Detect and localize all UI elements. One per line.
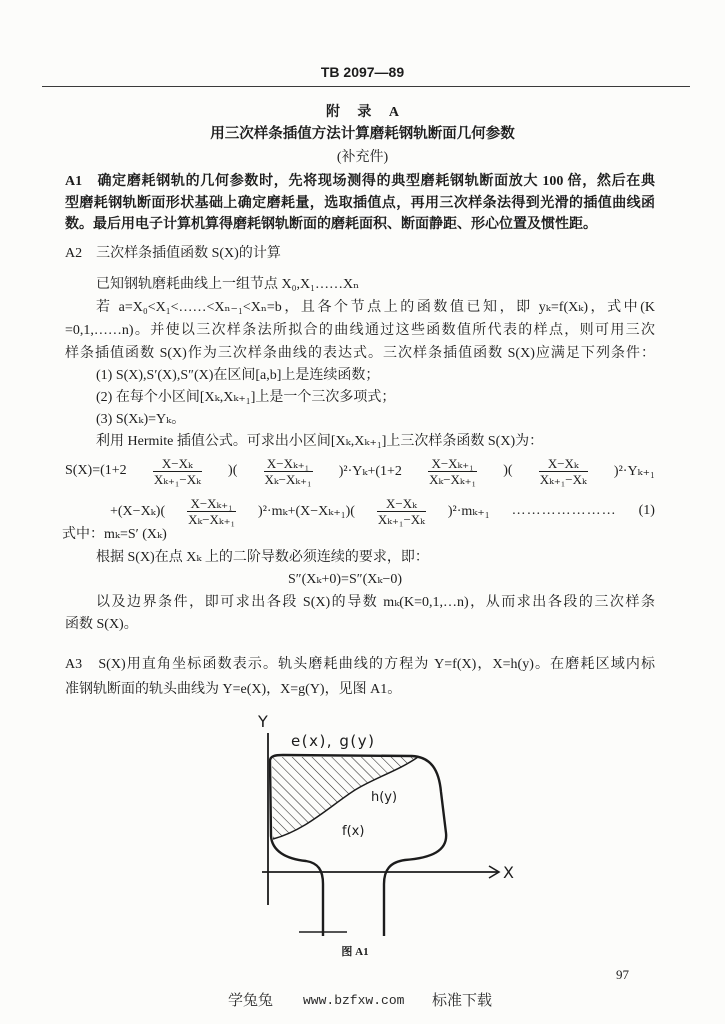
formula-text: )²·Yₖ₊₁ (613, 463, 655, 479)
paragraph-line: 根据 S(X)在点 Xₖ 上的二阶导数必须连续的要求，即： (96, 550, 429, 565)
condition-item: (2) 在每个小区间[Xₖ,Xₖ₊₁]上是一个三次多项式； (96, 390, 396, 405)
fraction (264, 456, 313, 487)
formula-line-2 (110, 494, 655, 528)
fraction (539, 456, 588, 487)
paragraph-line: 型磨耗钢轨断面形状基础上确定磨耗量，选取插值点，再用三次样条法得到光滑的插值曲线函 (65, 196, 655, 211)
paragraph-line: 若 a=X₀<X₁<……<Xₙ₋₁<Xₙ=b，且各个节点上的函数值已知，即 yₖ=f(Xₖ)，式中(K (96, 300, 655, 315)
paragraph-line: 已知钢轨磨耗曲线上一组节点 X₀,X₁……Xₙ (96, 277, 360, 292)
fraction (377, 496, 426, 527)
condition-item: (3) S(Xₖ)=Yₖ。 (96, 412, 186, 427)
dot-leader: ………………… (511, 503, 617, 518)
formula-text: )( (503, 463, 513, 478)
appendix-label: 附 录 A (325, 105, 407, 120)
continuity-equation: S″(Xₖ+0)=S″(Xₖ−0) (288, 572, 403, 587)
fraction-denominator: Xₖ−Xₖ₊₁ (429, 471, 477, 487)
curve-label-h: h(y) (371, 790, 398, 805)
fraction-numerator: X−Xₖ (385, 495, 417, 511)
formula-text: )( (228, 463, 238, 478)
fraction-denominator: Xₖ−Xₖ₊₁ (264, 471, 312, 487)
curve-label-f: f(x) (342, 824, 365, 839)
paragraph-line: A1 确定磨耗钢轨的几何参数时，先将现场测得的典型磨耗钢轨断面放大 100 倍，然后在典 (65, 174, 655, 189)
paragraph-line: =0,1,……n)。并使以三次样条法所拟合的曲线通过这些函数值所代表的样点，则可用三次 (65, 323, 655, 338)
fraction-numerator: X−Xₖ₊₁ (266, 455, 310, 471)
figure-caption: 图 A1 (341, 946, 369, 958)
standard-code: TB 2097—89 (320, 64, 405, 80)
paragraph-line: 数。最后用电子计算机算得磨耗钢轨断面的磨耗面积、断面静距、形心位置及惯性距。 (65, 217, 597, 232)
page-number: 97 (616, 967, 629, 982)
fraction (153, 456, 202, 487)
appendix-title: 用三次样条插值方法计算磨耗钢轨断面几何参数 (210, 126, 515, 142)
paragraph-line: 以及边界条件，即可求出各段 S(X)的导数 mₖ(K=0,1,…n)，从而求出各段的三次样条 (96, 595, 655, 610)
fraction-denominator: Xₖ₊₁−Xₖ (377, 511, 425, 527)
fraction-denominator: Xₖ₊₁−Xₖ (153, 471, 201, 487)
formula-text: )²·mₖ₊₁ (447, 503, 490, 519)
fraction-denominator: Xₖ₊₁−Xₖ (539, 471, 587, 487)
figure-a1 (240, 705, 530, 940)
paragraph-line: 函数 S(X)。 (65, 617, 138, 632)
fraction-numerator: X−Xₖ₊₁ (190, 495, 233, 511)
formula-text: )²·Yₖ+(1+2 (338, 463, 402, 479)
paragraph-line: A3 S(X)用直角坐标函数表示。轨头磨耗曲线的方程为 Y=f(X)，X=h(y)。在磨耗区域内标 (65, 657, 655, 672)
paragraph-line: 准钢轨断面的轨头曲线为 Y=e(X)，X=g(Y)，见图 A1。 (65, 682, 402, 697)
condition-item: (1) S(X),S′(X),S″(X)在区间[a,b]上是连续函数； (96, 368, 380, 383)
formula-text: S(X)=(1+2 (65, 463, 127, 478)
header-rule (42, 86, 690, 87)
paragraph-line: 利用 Hermite 插值公式。可求出小区间[Xₖ,Xₖ₊₁]上三次样条函数 S(X)为： (96, 434, 544, 449)
formula-where: 式中：mₖ=S′ (Xₖ) (62, 527, 167, 542)
fraction-numerator: X−Xₖ (161, 455, 193, 471)
fraction-numerator: X−Xₖ (547, 455, 579, 471)
x-axis-label: X (503, 863, 514, 882)
formula-text: +(X−Xₖ)( (110, 503, 166, 519)
footer-site-name: 学兔兔 (228, 993, 274, 1009)
appendix-note: (补充件) (336, 150, 389, 165)
footer-url: www.bzfxw.com (303, 993, 405, 1008)
paragraph-line: 样条插值函数 S(X)作为三次样条曲线的表达式。三次样条插值函数 S(X)应满足下列条件： (65, 346, 655, 361)
fraction (187, 496, 236, 527)
formula-line-1 (65, 454, 655, 488)
fraction (428, 456, 477, 487)
formula-text: )²·mₖ+(X−Xₖ₊₁)( (258, 503, 355, 519)
y-axis-label: Y (258, 712, 268, 731)
section-heading: A2 三次样条插值函数 S(X)的计算 (65, 246, 281, 261)
curve-label-e-g: e(x), g(y) (291, 732, 376, 750)
equation-number: (1) (638, 503, 655, 518)
footer-tag: 标准下载 (432, 993, 493, 1009)
fraction-numerator: X−Xₖ₊₁ (431, 455, 474, 471)
fraction-denominator: Xₖ−Xₖ₊₁ (188, 511, 236, 527)
